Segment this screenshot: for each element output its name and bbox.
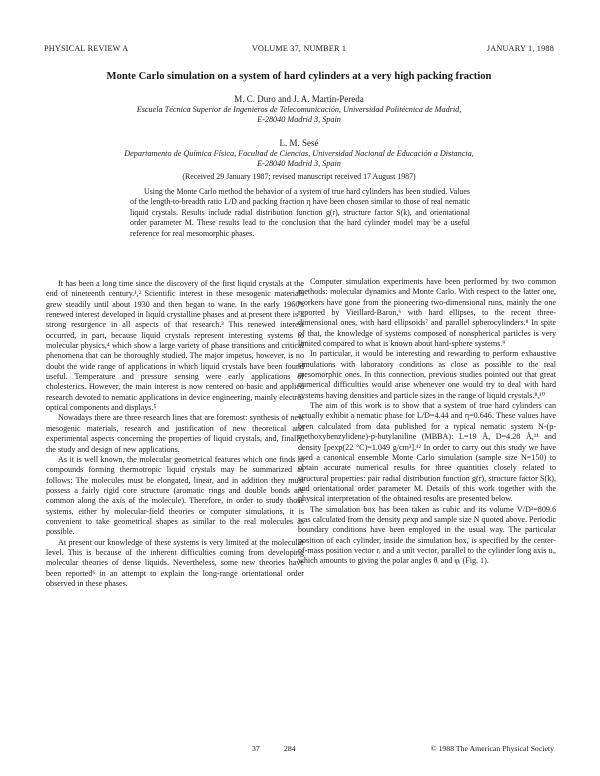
- body-column-left: [46, 279, 304, 589]
- paragraph: At present our knowledge of these systems is very limited at the molecular level. This is because of the inherent difficulties coming from developing molecular theories of dense liquids. Nevertheless, some new theories have been reported⁶ in an attempt to explain the long-range orientational order observed in these phases.: [46, 537, 304, 588]
- abstract-text: Using the Monte Carlo method the behavior of a system of true hard cylinders has been studied. Values of the length-to-breadth ratio L/D and packing fraction η have been chosen similar to those of real nematic liquid crystals. Results include radial distribution function g(r), structure factor S(k), and orientational order parameter M. These results lead to the conclusion that the hard cylinder model may be a useful reference for real mesomorphic phases.: [130, 187, 470, 238]
- received-dates: (Received 29 January 1987; revised manuscript received 17 August 1987): [182, 172, 416, 181]
- article-title: Monte Carlo simulation on a system of hard cylinders at a very high packing fraction: [106, 71, 492, 82]
- paragraph: The aim of this work is to show that a system of true hard cylinders can actually exhibit a nematic phase for L/D=4.44 and η=0.646. These values have been calculated from data published for a typical nematic system N-(p-methoxybenzylidene)-p-butylaniline (MBBA): L=19 Å, D=4.28 Å,¹¹ and density [ρexp(22 °C)=1.049 g/cm³].¹² In order to carry out this study we have used a canonical ensemble Monte Carlo simulation (sample size N=150) to obtain accurate numerical results for three quantities closely related to structural properties: pair radial distribution function g(r), structure factor S(k), and orientational order parameter M. Details of this work together with the physical interpretation of the obtained results are presented below.: [298, 401, 556, 504]
- affiliation-2-line-2: E-28040 Madrid 3, Spain: [257, 159, 341, 169]
- affiliation-1-line-2: E-28040 Madrid 3, Spain: [257, 115, 341, 125]
- abstract: [130, 187, 470, 239]
- affiliation-1: [44, 105, 554, 126]
- copyright-notice: © 1988 The American Physical Society: [430, 744, 554, 753]
- paragraph: In particular, it would be interesting and rewarding to perform exhaustive simulations with laboratory conditions as close as possible to the real mesomorphic ones. In this connection, previous studies pointed out that great numerical difficulties would arise whenever one would try to deal with hard systems having densities and particle sizes in the range of liquid crystals.⁸,¹⁰: [298, 349, 556, 400]
- affiliation-2-line-1: Departamento de Química Física, Facultad de Ciencias, Universidad Nacional de Educación a Distancia,: [124, 149, 474, 158]
- paragraph: It has been a long time since the discovery of the first liquid crystals at the end of nineteenth century.¹,² Scientific interest in these mesogenic materials grew steadily until about 1930 and then began to wane. In the early 1960's renewed interest developed in liquid crystalline phases and at present there is a strong resurgence in all aspects of that research.³ This renewed interest occurred, in part, because liquid crystals represent interesting systems to molecular physics,⁴ which show a large variety of phase transitions and critical phenomena that can be thoroughly studied. The major impetus, however, is no doubt the wide range of applications in which liquid crystals have been found useful. Temperature and pressure sensing were early applications of cholesterics. However, the main interest is now centered on basic and applied research devoted to nematic applications in device engineering, mainly electro-optical components and displays.⁵: [46, 279, 304, 413]
- paragraph: The simulation box has been taken as cubic and its volume V/D³=809.6 was calculated from the density ρexp and sample size N quoted above. Periodic boundary conditions have been employed in the usual way. The particular position of each cylinder, inside the simulation box, is specified by the center-of-mass position vector rᵢ and a unit vector, parallel to the cylinder long axis uᵢ, which amounts to giving the polar angles θᵢ and φᵢ (Fig. 1).: [298, 504, 556, 566]
- paragraph: Computer simulation experiments have been performed by two common methods: molecular dynamics and Monte Carlo. With respect to the latter one, workers have gone from the pioneering two-dimensional runs, mainly the one reported by Vieillard-Baron,⁶ with hard ellipses, to the recent three-dimensional ones, with hard ellipsoids⁷ and parallel spherocylinders.⁸ In spite of that, the knowledge of systems composed of nonspherical particles is very limited compared to what is known about hard-sphere systems.⁹: [298, 277, 556, 349]
- paragraph: Nowadays there are three research lines that are foremost: synthesis of new mesogenic materials, research and justification of new theoretical and experimental aspects concerning the properties of liquid crystals, and, finally, the study and design of new applications.: [46, 413, 304, 454]
- issue-date: JANUARY 1, 1988: [486, 44, 554, 53]
- journal-name: PHYSICAL REVIEW A: [44, 44, 129, 53]
- volume-page-number: 37: [252, 744, 260, 753]
- page-number: 284: [284, 744, 296, 753]
- paragraph: As it is well known, the molecular geometrical features which one finds in compounds forming thermotropic liquid crystals may be summarized as follows: The molecules must be elongated, linear, and in addition they must possess a fairly rigid core structure (aromatic rings and double bonds are common along the axis of the molecule). Therefore, in order to study those systems, either by molecular-field theories or computer simulations, it is convenient to take geometrical shapes as similar to the real molecules as possible.: [46, 454, 304, 537]
- authors-group-2: L. M. Sesé: [279, 138, 319, 148]
- affiliation-2: [44, 149, 554, 170]
- affiliation-1-line-1: Escuela Técnica Superior de Ingenieros de Telecomunicación, Universidad Politécnica de Madrid,: [136, 105, 462, 114]
- body-column-right: [298, 277, 556, 567]
- authors-group-1: M. C. Duro and J. A. Martín-Pereda: [234, 94, 364, 104]
- volume-number: VOLUME 37, NUMBER 1: [251, 44, 347, 53]
